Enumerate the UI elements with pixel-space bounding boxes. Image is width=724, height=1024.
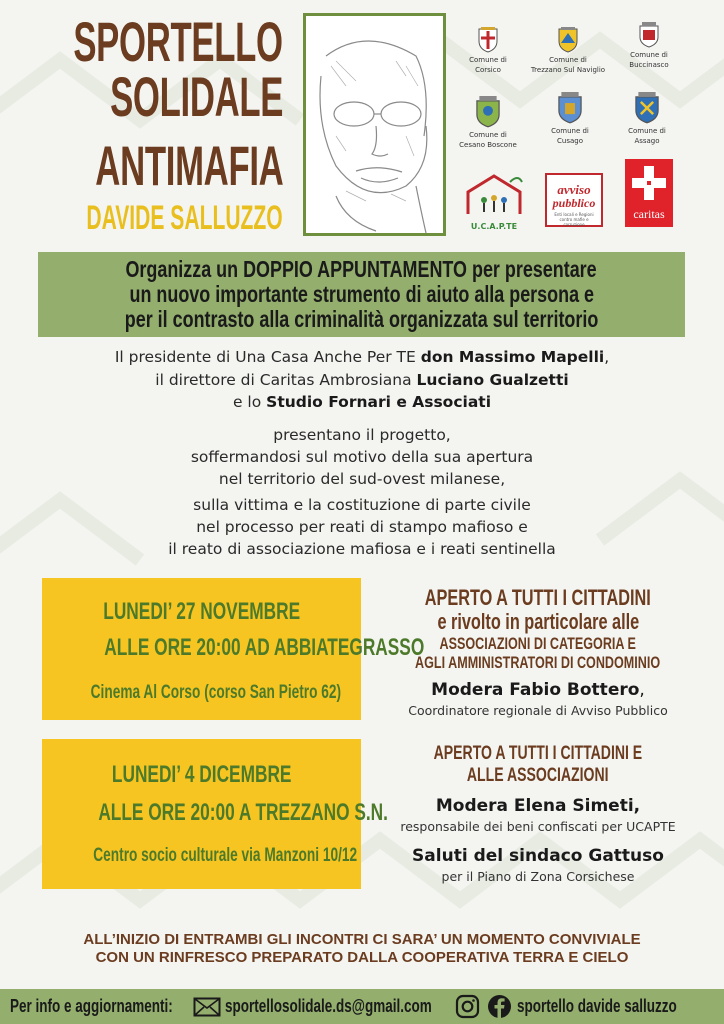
intro-line-3: e lo Studio Fornari e Associati	[232, 393, 492, 411]
logo-comune-cesano-boscone	[448, 96, 528, 150]
event2-place: Centro socio culturale via Manzoni 10/12	[93, 845, 358, 866]
event2-greeting: Saluti del sindaco Gattuso	[412, 846, 664, 866]
caritas-cross-icon	[629, 163, 669, 203]
logo-comune-trezzano	[528, 27, 608, 75]
logo-caption: Assago	[634, 137, 660, 145]
footer-email-link[interactable]: sportellosolidale.ds@gmail.com	[225, 996, 432, 1016]
event2-date: LUNEDI’ 4 DICEMBRE	[111, 761, 292, 788]
event1-audience-4: AGLI AMMINISTRATORI DI CONDOMINIO	[415, 653, 661, 672]
event1-place: Cinema Al Corso (corso San Pietro 62)	[90, 682, 342, 703]
event2-moderator-role: responsabile dei beni confiscati per UCAPTE	[400, 819, 676, 834]
avviso-word: avviso	[557, 182, 591, 197]
title-name: DAVIDE SALLUZZO	[86, 199, 283, 237]
crest-icon	[633, 92, 661, 124]
avviso-tagline: Enti locali e Regioni contro mafie e corruzione	[554, 212, 594, 227]
logo-comune-cusago	[530, 92, 610, 146]
ucapte-label: U.C.A.P.TE	[470, 222, 518, 231]
event1-audience-1: APERTO A TUTTI I CITTADINI	[424, 585, 652, 610]
crest-icon	[556, 92, 584, 124]
event1-audience-2: e rivolto in particolare alle	[437, 609, 639, 634]
event2-time: ALLE ORE 20:00 A TREZZANO S.N.	[98, 799, 388, 826]
project-line-4: sulla vittima e la costituzione di parte civile	[193, 496, 531, 514]
title-antimafia: ANTIMAFIA	[94, 134, 283, 197]
event1-moderator-role: Coordinatore regionale di Avviso Pubblico	[408, 703, 668, 718]
logo-caption: Comune di	[549, 56, 587, 64]
logo-caritas	[625, 159, 673, 227]
email-icon	[193, 997, 221, 1017]
crest-icon	[477, 27, 499, 53]
project-line-2: soffermandosi sul motivo della sua apertura	[190, 448, 534, 466]
event1-date: LUNEDI’ 27 NOVEMBRE	[103, 598, 300, 625]
banner-line-1: Organizza un DOPPIO APPUNTAMENTO per presentare	[125, 256, 598, 282]
note-line-1: ALL’INIZIO DI ENTRAMBI GLI INCONTRI CI SARA’ UN MOMENTO CONVIVIALE	[83, 931, 641, 948]
project-line-3: nel territorio del sud-ovest milanese,	[218, 470, 506, 488]
logo-caption: Corsico	[475, 66, 501, 74]
footer-bar	[0, 989, 724, 1024]
title-solidale: SOLIDALE	[109, 65, 283, 128]
crest-icon	[557, 27, 579, 53]
caritas-label: caritas	[633, 207, 665, 221]
event1-time: ALLE ORE 20:00 AD ABBIATEGRASSO	[104, 634, 425, 661]
logo-caption: Buccinasco	[629, 61, 669, 69]
portrait-drawing	[306, 16, 443, 233]
event1-audience-3: ASSOCIAZIONI DI CATEGORIA E	[439, 634, 637, 653]
logo-caption: Cusago	[557, 137, 583, 145]
crest-icon	[638, 22, 660, 48]
title-sportello: SPORTELLO	[73, 10, 283, 73]
note-line-2: CON UN RINFRESCO PREPARATO DALLA COOPERATIVA TERRA E CIELO	[95, 949, 629, 966]
instagram-icon[interactable]	[455, 994, 480, 1019]
footer-social-link[interactable]: sportello davide salluzzo	[517, 996, 677, 1016]
event2-moderator: Modera Elena Simeti,	[435, 796, 641, 816]
intro-line-2: il direttore di Caritas Ambrosiana Luciano Gualzetti	[155, 371, 569, 389]
logo-comune-assago	[607, 92, 687, 146]
banner-line-2: un nuovo importante strumento di aiuto alla persona e	[129, 281, 594, 307]
logo-avviso-pubblico	[545, 173, 603, 227]
portrait-sketch	[303, 13, 446, 236]
event1-box	[42, 578, 425, 720]
logo-caption: Comune di	[469, 131, 507, 139]
event2-greeting-role: per il Piano di Zona Corsichese	[441, 869, 635, 884]
event1-moderator: Modera Fabio Bottero,	[431, 680, 645, 700]
headline-banner	[38, 252, 685, 337]
logo-comune-corsico	[448, 27, 528, 75]
crest-icon	[474, 96, 502, 128]
event2-box	[42, 739, 388, 889]
logo-caption: Comune di	[469, 56, 507, 64]
banner-line-3: per il contrasto alla criminalità organizzata sul territorio	[124, 306, 599, 332]
facebook-icon[interactable]	[487, 994, 512, 1019]
logo-caption: Comune di	[628, 127, 666, 135]
footer-info-label: Per info e aggiornamenti:	[10, 996, 173, 1016]
intro-line-1: Il presidente di Una Casa Anche Per TE don Massimo Mapelli,	[114, 348, 610, 366]
project-line-5: nel processo per reati di stampo mafioso e	[196, 518, 528, 536]
house-icon	[462, 172, 526, 218]
event2-audience-1: APERTO A TUTTI I CITTADINI E	[433, 743, 643, 764]
logo-caption: Comune di	[630, 51, 668, 59]
logo-caption: Cesano Boscone	[459, 141, 517, 149]
logo-comune-buccinasco	[609, 22, 689, 70]
project-line-1: presentano il progetto,	[273, 426, 451, 444]
event2-audience-2: ALLE ASSOCIAZIONI	[467, 765, 609, 786]
logo-ucapte	[462, 172, 526, 232]
pubblico-word: pubblico	[552, 196, 596, 210]
project-line-6: il reato di associazione mafiosa e i reati sentinella	[168, 540, 556, 558]
logo-caption: Comune di	[551, 127, 589, 135]
logo-caption: Trezzano Sul Naviglio	[530, 66, 606, 74]
